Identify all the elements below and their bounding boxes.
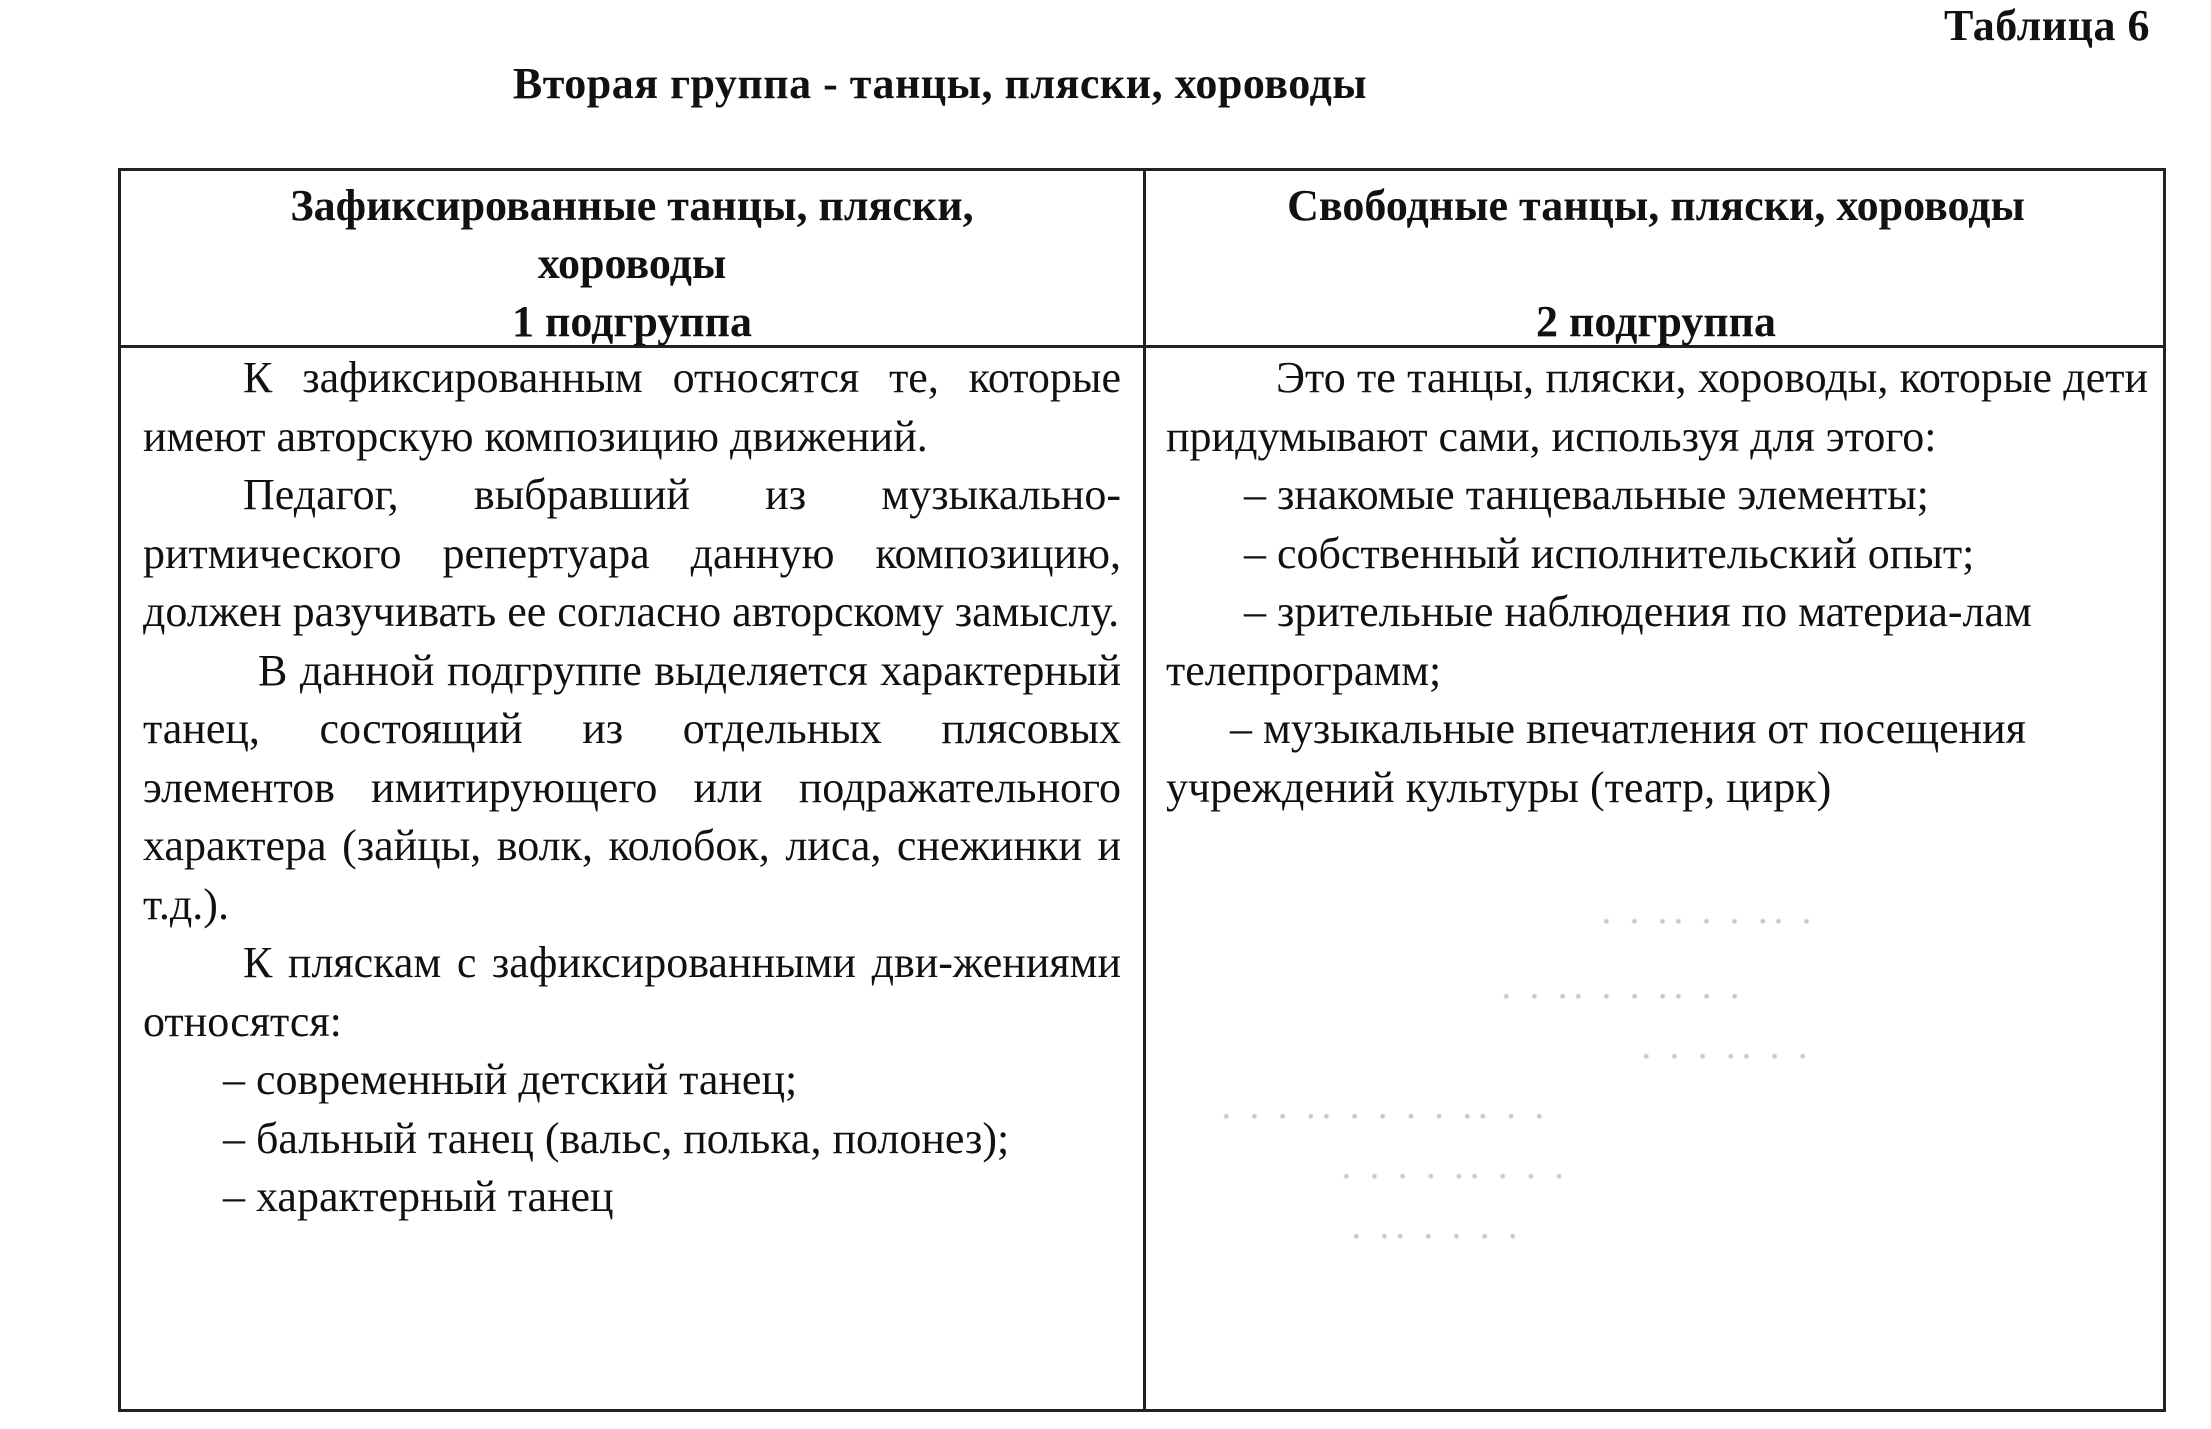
left-list-item-1: – современный детский танец; xyxy=(223,1055,798,1104)
right-list-item-1: – знакомые танцевальные элементы; xyxy=(1244,470,1929,519)
table-number: Таблица 6 xyxy=(1943,1,2150,50)
left-list-item-3: – характерный танец xyxy=(223,1172,614,1221)
document-title: Вторая группа - танцы, пляски, хороводы xyxy=(512,59,1368,108)
left-list-item-2: – бальный танец (вальс, полька, полонез); xyxy=(223,1113,1010,1163)
left-column-header xyxy=(121,177,1143,345)
bleed-through-mark: · · · · ·· · · · xyxy=(1340,1156,1569,1198)
bleed-through-mark: · · · ·· · · xyxy=(1640,1036,1813,1078)
right-paragraph-1: Это те танцы, пляски, хороводы, которые дети придумывают сами, используя для этого: xyxy=(1166,353,2148,461)
comparison-table xyxy=(118,168,2166,1412)
left-paragraph-2: Педагог, выбравший из музыкально-ритмического репертуара данную композицию, должен разучивать ее согласно авторскому замыслу. xyxy=(143,470,1121,636)
left-header-line1: Зафиксированные танцы, пляски, xyxy=(290,181,974,230)
right-header-line1: Свободные танцы, пляски, хороводы xyxy=(1287,181,2025,230)
column-divider xyxy=(1143,171,1146,1409)
header-spacer xyxy=(1146,235,2166,293)
left-header-subgroup: 1 подгруппа xyxy=(512,297,752,346)
left-paragraph-4: К пляскам с зафиксированными дви-жениями относятся: xyxy=(143,938,1121,1046)
right-list-item-4: – музыкальные впечатления от посещения учреждений культуры (театр, цирк) xyxy=(1166,704,2026,812)
bleed-through-mark: · · ·· · · ·· · · xyxy=(1500,976,1745,1018)
left-header-line2: хороводы xyxy=(537,239,727,288)
left-paragraph-3: В данной подгруппе выделяется характерный танец, состоящий из отдельных плясовых элементов имитирующего или подражательного характера (зайцы, волк, колобок, лиса, снежинки и т.д.). xyxy=(143,645,1121,929)
bleed-through-mark: · · ·· · · ·· · xyxy=(1600,901,1816,943)
right-header-subgroup: 2 подгруппа xyxy=(1536,297,1776,346)
right-column-header xyxy=(1146,177,2166,345)
right-list-item-2: – собственный исполнительский опыт; xyxy=(1244,528,1975,578)
bleed-through-mark: · ·· · · · · xyxy=(1350,1216,1523,1258)
bleed-through-mark: · · · ·· · · · · ·· · · xyxy=(1220,1096,1549,1138)
left-column-body xyxy=(143,349,1121,1227)
right-list-item-3: – зрительные наблюдения по материа-лам телепрограмм; xyxy=(1166,587,2032,695)
left-paragraph-1: К зафиксированным относятся те, которые имеют авторскую композицию движений. xyxy=(143,353,1121,461)
right-column-body xyxy=(1166,349,2148,817)
